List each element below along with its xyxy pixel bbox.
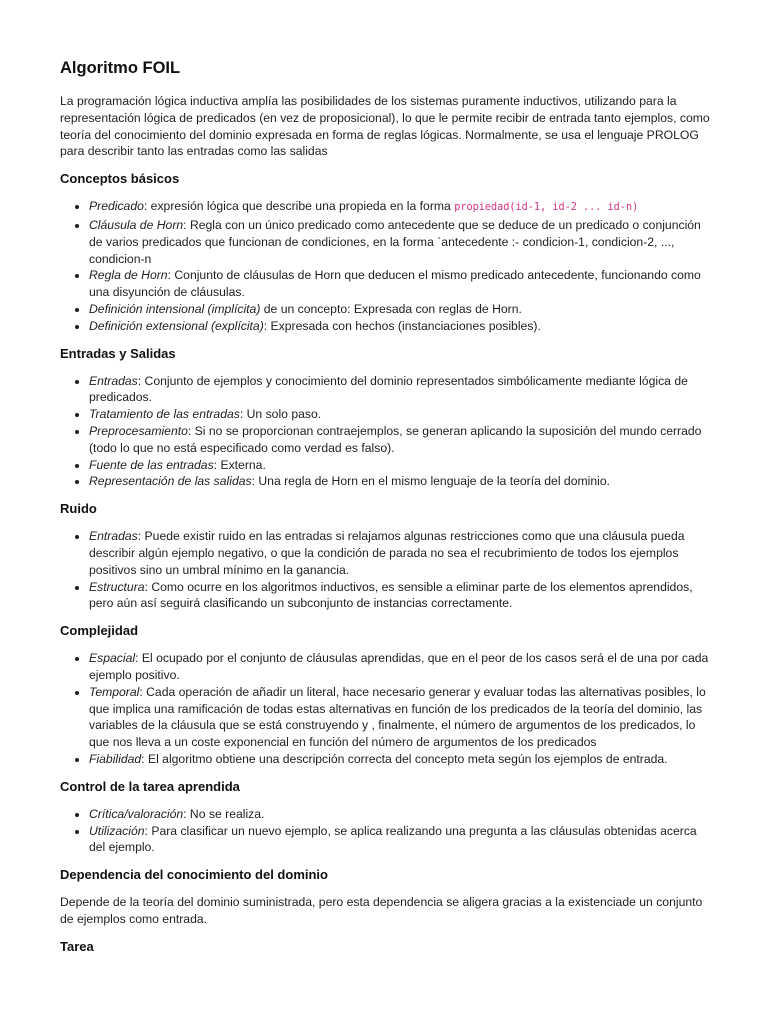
item-text: : Cada operación de añadir un literal, hace necesario generar y evaluar todas las alternativas posibles, lo que implica una ramificación de todas estas alternativas en función de los predicados de la teoría del dominio, las variables de la cláusula que se está construyendo y , finalmente, el número de argumentos de los predicados, lo que nos lleva a un coste exponencial en función del número de argumentos de los predicados [89, 684, 706, 750]
list-item [89, 267, 710, 301]
item-text: : expresión lógica que describe una propieda en la forma [143, 199, 455, 214]
document-content [60, 57, 710, 966]
item-text: : El ocupado por el conjunto de cláusulas aprendidas, que en el peor de los casos será el de una por cada ejemplo positivo. [89, 651, 709, 682]
list-item [89, 806, 710, 823]
list-item [89, 650, 710, 684]
heading-control: Control de la tarea aprendida [60, 778, 240, 794]
item-text: de un concepto: Expresada con reglas de Horn. [260, 301, 522, 316]
inline-code: propiedad(id-1, id-2 ... id-n) [454, 202, 639, 214]
list-item [89, 301, 710, 318]
list-control [60, 806, 710, 856]
item-term: Cláusula de Horn [89, 217, 184, 232]
item-term: Fuente de las entradas [89, 457, 214, 472]
list-complejidad [60, 650, 710, 768]
item-text: : Expresada con hechos (instanciaciones posibles). [263, 318, 541, 333]
page-title: Algoritmo FOIL [60, 59, 181, 77]
heading-tarea: Tarea [60, 938, 94, 954]
list-item [89, 823, 710, 857]
item-term: Representación de las salidas [89, 474, 252, 489]
item-term: Estructura [89, 579, 145, 594]
list-entradas-salidas [60, 373, 710, 491]
item-text: : El algoritmo obtiene una descripción correcta del concepto meta según los ejemplos de entrada. [141, 751, 668, 766]
list-item [89, 318, 710, 335]
item-text: : Si no se proporcionan contraejemplos, se generan aplicando la suposición del mundo cerrado (todo lo que no está especificado como verdad es falso). [89, 423, 702, 455]
list-ruido [60, 528, 710, 612]
item-text: : Un solo paso. [239, 407, 322, 422]
list-item [89, 457, 710, 474]
item-term: Definición intensional (implícita) [89, 301, 261, 316]
item-text: : Una regla de Horn en el mismo lenguaje de la teoría del dominio. [251, 474, 610, 489]
item-term: Fiabilidad [89, 751, 142, 766]
heading-conceptos: Conceptos básicos [60, 171, 180, 187]
list-conceptos [60, 198, 710, 334]
list-item [89, 198, 710, 217]
item-term: Regla de Horn [89, 268, 168, 283]
item-term: Preprocesamiento [89, 423, 188, 438]
item-term: Crítica/valoración [89, 806, 184, 821]
item-text: : Externa. [213, 457, 266, 472]
list-item [89, 528, 710, 578]
item-text: : Regla con un único predicado como antecedente que se deduce de un predicado o conjunción de varios predicados que funcionan de condiciones, en la forma `antecedente :- condicion-1, condicion-2, ..., condicion-n [89, 217, 701, 266]
item-text: : Como ocurre en los algoritmos inductivos, es sensible a eliminar parte de los elementos aprendidos, pero aún así seguirá clasificando un subconjunto de instancias correctamente. [89, 579, 693, 611]
dependencia-paragraph: Depende de la teoría del dominio suministrada, pero esta dependencia se aligera gracias a la existenciade un conjunto de ejemplos como entrada. [60, 895, 703, 926]
item-text: : Conjunto de cláusulas de Horn que deducen el mismo predicado antecedente, funcionando como una disyunción de cláusulas. [89, 268, 701, 300]
item-term: Tratamiento de las entradas [89, 407, 240, 422]
item-term: Predicado [89, 199, 144, 214]
item-term: Espacial [89, 651, 136, 666]
item-text: : Puede existir ruido en las entradas si relajamos algunas restricciones como que una cláusula pueda describir algún ejemplo negativo, o que la condición de parada no sea el recubrimiento de todos los ejemplos positivos sino un umbral mínimo en la ganancia. [89, 529, 685, 577]
list-item [89, 751, 710, 768]
list-item [89, 579, 710, 613]
item-text: : Para clasificar un nuevo ejemplo, se aplica realizando una pregunta a las cláusulas obtenidas acerca del ejemplo. [89, 823, 697, 855]
heading-complejidad: Complejidad [60, 623, 139, 639]
list-item [89, 217, 710, 267]
heading-dependencia: Dependencia del conocimiento del dominio [60, 867, 328, 883]
list-item [89, 373, 710, 407]
list-item [89, 684, 710, 751]
list-item [89, 423, 710, 457]
item-term: Entradas [89, 373, 138, 388]
item-term: Utilización [89, 823, 145, 838]
item-term: Temporal [89, 684, 140, 699]
item-text: : No se realiza. [183, 806, 265, 821]
item-term: Definición extensional (explícita) [89, 318, 264, 333]
item-text: : Conjunto de ejemplos y conocimiento del dominio representados simbólicamente mediante lógica de predicados. [89, 373, 688, 405]
item-term: Entradas [89, 529, 138, 544]
intro-paragraph: La programación lógica inductiva amplía las posibilidades de los sistemas puramente inductivos, utilizando para la representación lógica de predicados (en vez de proposicional), lo que le permite recibir de entrada tanto ejemplos, como teoría del conocimiento del dominio expresada en forma de reglas lógicas. Normalmente, se usa el lenguaje PROLOG para describir tanto las entradas como las salidas [60, 94, 710, 159]
heading-entradas-salidas: Entradas y Salidas [60, 345, 176, 361]
list-item [89, 406, 710, 423]
heading-ruido: Ruido [60, 501, 97, 517]
list-item [89, 473, 710, 490]
